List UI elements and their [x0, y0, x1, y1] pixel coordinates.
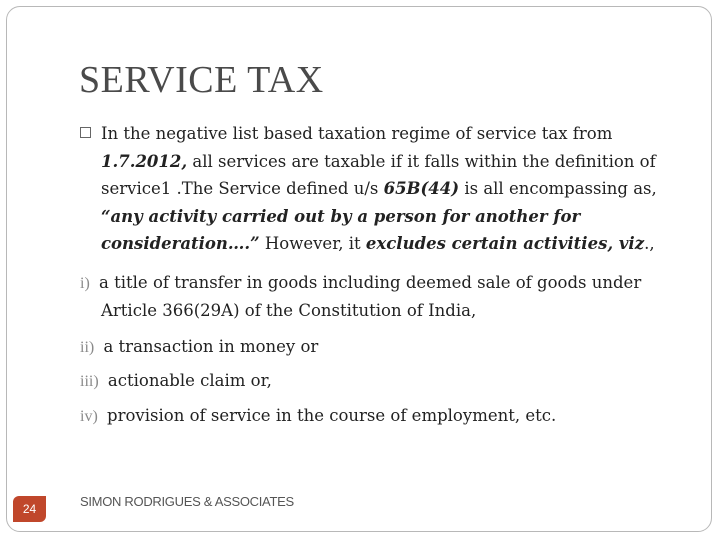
bullet-date: 1.7.2012,	[101, 151, 188, 171]
list-item	[80, 269, 680, 325]
bullet-paragraph	[80, 120, 680, 258]
list-marker: ii)	[80, 338, 95, 356]
list-marker: i)	[80, 274, 90, 292]
footer-firm-name: SIMON RODRIGUES & ASSOCIATES	[80, 494, 294, 509]
list-item-text: a title of transfer in goods including deemed sale of goods under Article 366(29A) of the Constitution of India,	[99, 272, 642, 320]
bullet-section: 65B(44)	[383, 179, 460, 198]
bullet-text-3: is all encompassing as,	[459, 179, 657, 198]
square-bullet-icon	[80, 127, 91, 138]
bullet-excludes: excludes certain activities, viz	[365, 234, 645, 253]
bullet-text-5: .,	[644, 234, 655, 253]
bullet-quote: “any activity carried out by a person for another for consideration….”	[101, 206, 581, 253]
list-item-text: a transaction in money or	[103, 336, 319, 356]
bullet-text-4: However, it	[259, 234, 366, 253]
slide-title: SERVICE TAX	[79, 59, 324, 101]
list-marker: iv)	[80, 407, 98, 425]
slide-body	[80, 120, 680, 430]
list-item-text: actionable claim or,	[107, 371, 272, 390]
bullet-text-2: all services are taxable if it falls within the definition of service1 .The Service defined u/s	[101, 151, 656, 198]
list-item	[80, 367, 680, 396]
list-item	[80, 333, 680, 362]
list-item-text: provision of service in the course of employment, etc.	[107, 405, 557, 425]
list-item	[80, 402, 680, 431]
list-marker: iii)	[80, 373, 99, 390]
bullet-text-1: In the negative list based taxation regime of service tax from	[101, 124, 613, 143]
page-number-badge: 24	[13, 496, 46, 522]
